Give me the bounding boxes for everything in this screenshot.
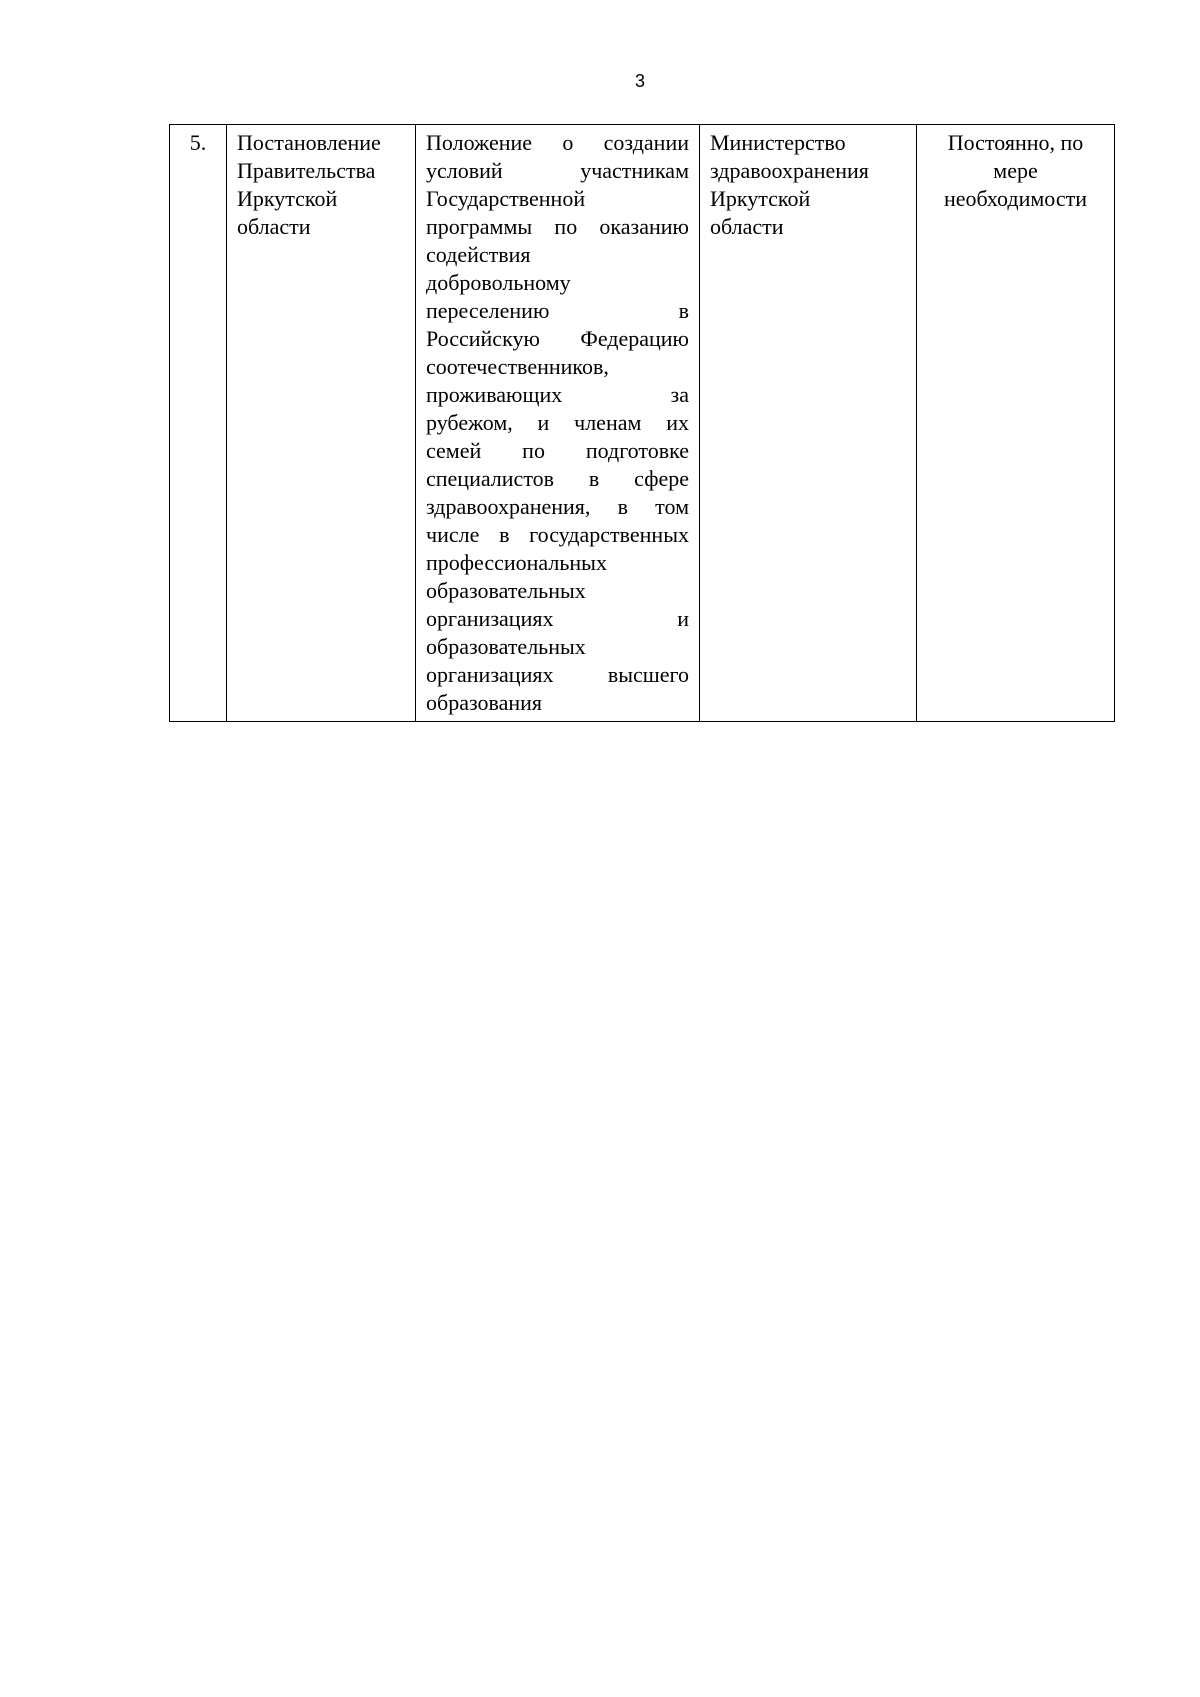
row-number: 5.	[189, 130, 207, 155]
title-line: рубежом, и членам их	[426, 410, 689, 435]
document-type-line: Постановление	[237, 130, 381, 155]
title-line: проживающих за	[426, 382, 689, 407]
title-line: образовательных	[426, 578, 586, 603]
title-line: переселению в	[426, 298, 689, 323]
deadline-line: Постоянно, по	[947, 130, 1084, 155]
title-line: организациях высшего	[426, 662, 689, 687]
page-number: 3	[634, 71, 645, 91]
document-type-line: Иркутской	[237, 186, 338, 211]
responsible-cell	[700, 125, 917, 722]
title-line: специалистов в сфере	[426, 466, 689, 491]
title-line: Положение о создании	[426, 130, 689, 155]
title-line: профессиональных	[426, 550, 607, 575]
title-line: программы по оказанию	[426, 214, 689, 239]
title-line: Государственной	[426, 186, 586, 211]
document-table	[169, 124, 1115, 722]
table-row	[170, 125, 1115, 722]
title-line: семей по подготовке	[426, 438, 689, 463]
title-line: содействия	[426, 242, 531, 267]
title-line: условий участникам	[426, 158, 689, 183]
responsible-line: Министерство	[710, 130, 846, 155]
deadline-line: необходимости	[943, 186, 1087, 211]
document-title-cell	[416, 125, 700, 722]
title-line: организациях и	[426, 606, 689, 631]
document-type-line: Правительства	[237, 158, 376, 183]
row-number-cell	[170, 125, 227, 722]
responsible-line: Иркутской	[710, 186, 811, 211]
title-line: образовательных	[426, 634, 586, 659]
document-type-line: области	[237, 214, 311, 239]
title-line: добровольному	[426, 270, 571, 295]
document-type-cell	[227, 125, 416, 722]
title-line: числе в государственных	[426, 522, 689, 547]
responsible-line: области	[710, 214, 784, 239]
deadline-cell	[917, 125, 1115, 722]
title-line: образования	[426, 690, 543, 715]
responsible-line: здравоохранения	[710, 158, 869, 183]
deadline-line: мере	[993, 158, 1038, 183]
title-line: Российскую Федерацию	[426, 326, 689, 351]
title-line: здравоохранения, в том	[426, 494, 689, 519]
title-line: соотечественников,	[426, 354, 609, 379]
